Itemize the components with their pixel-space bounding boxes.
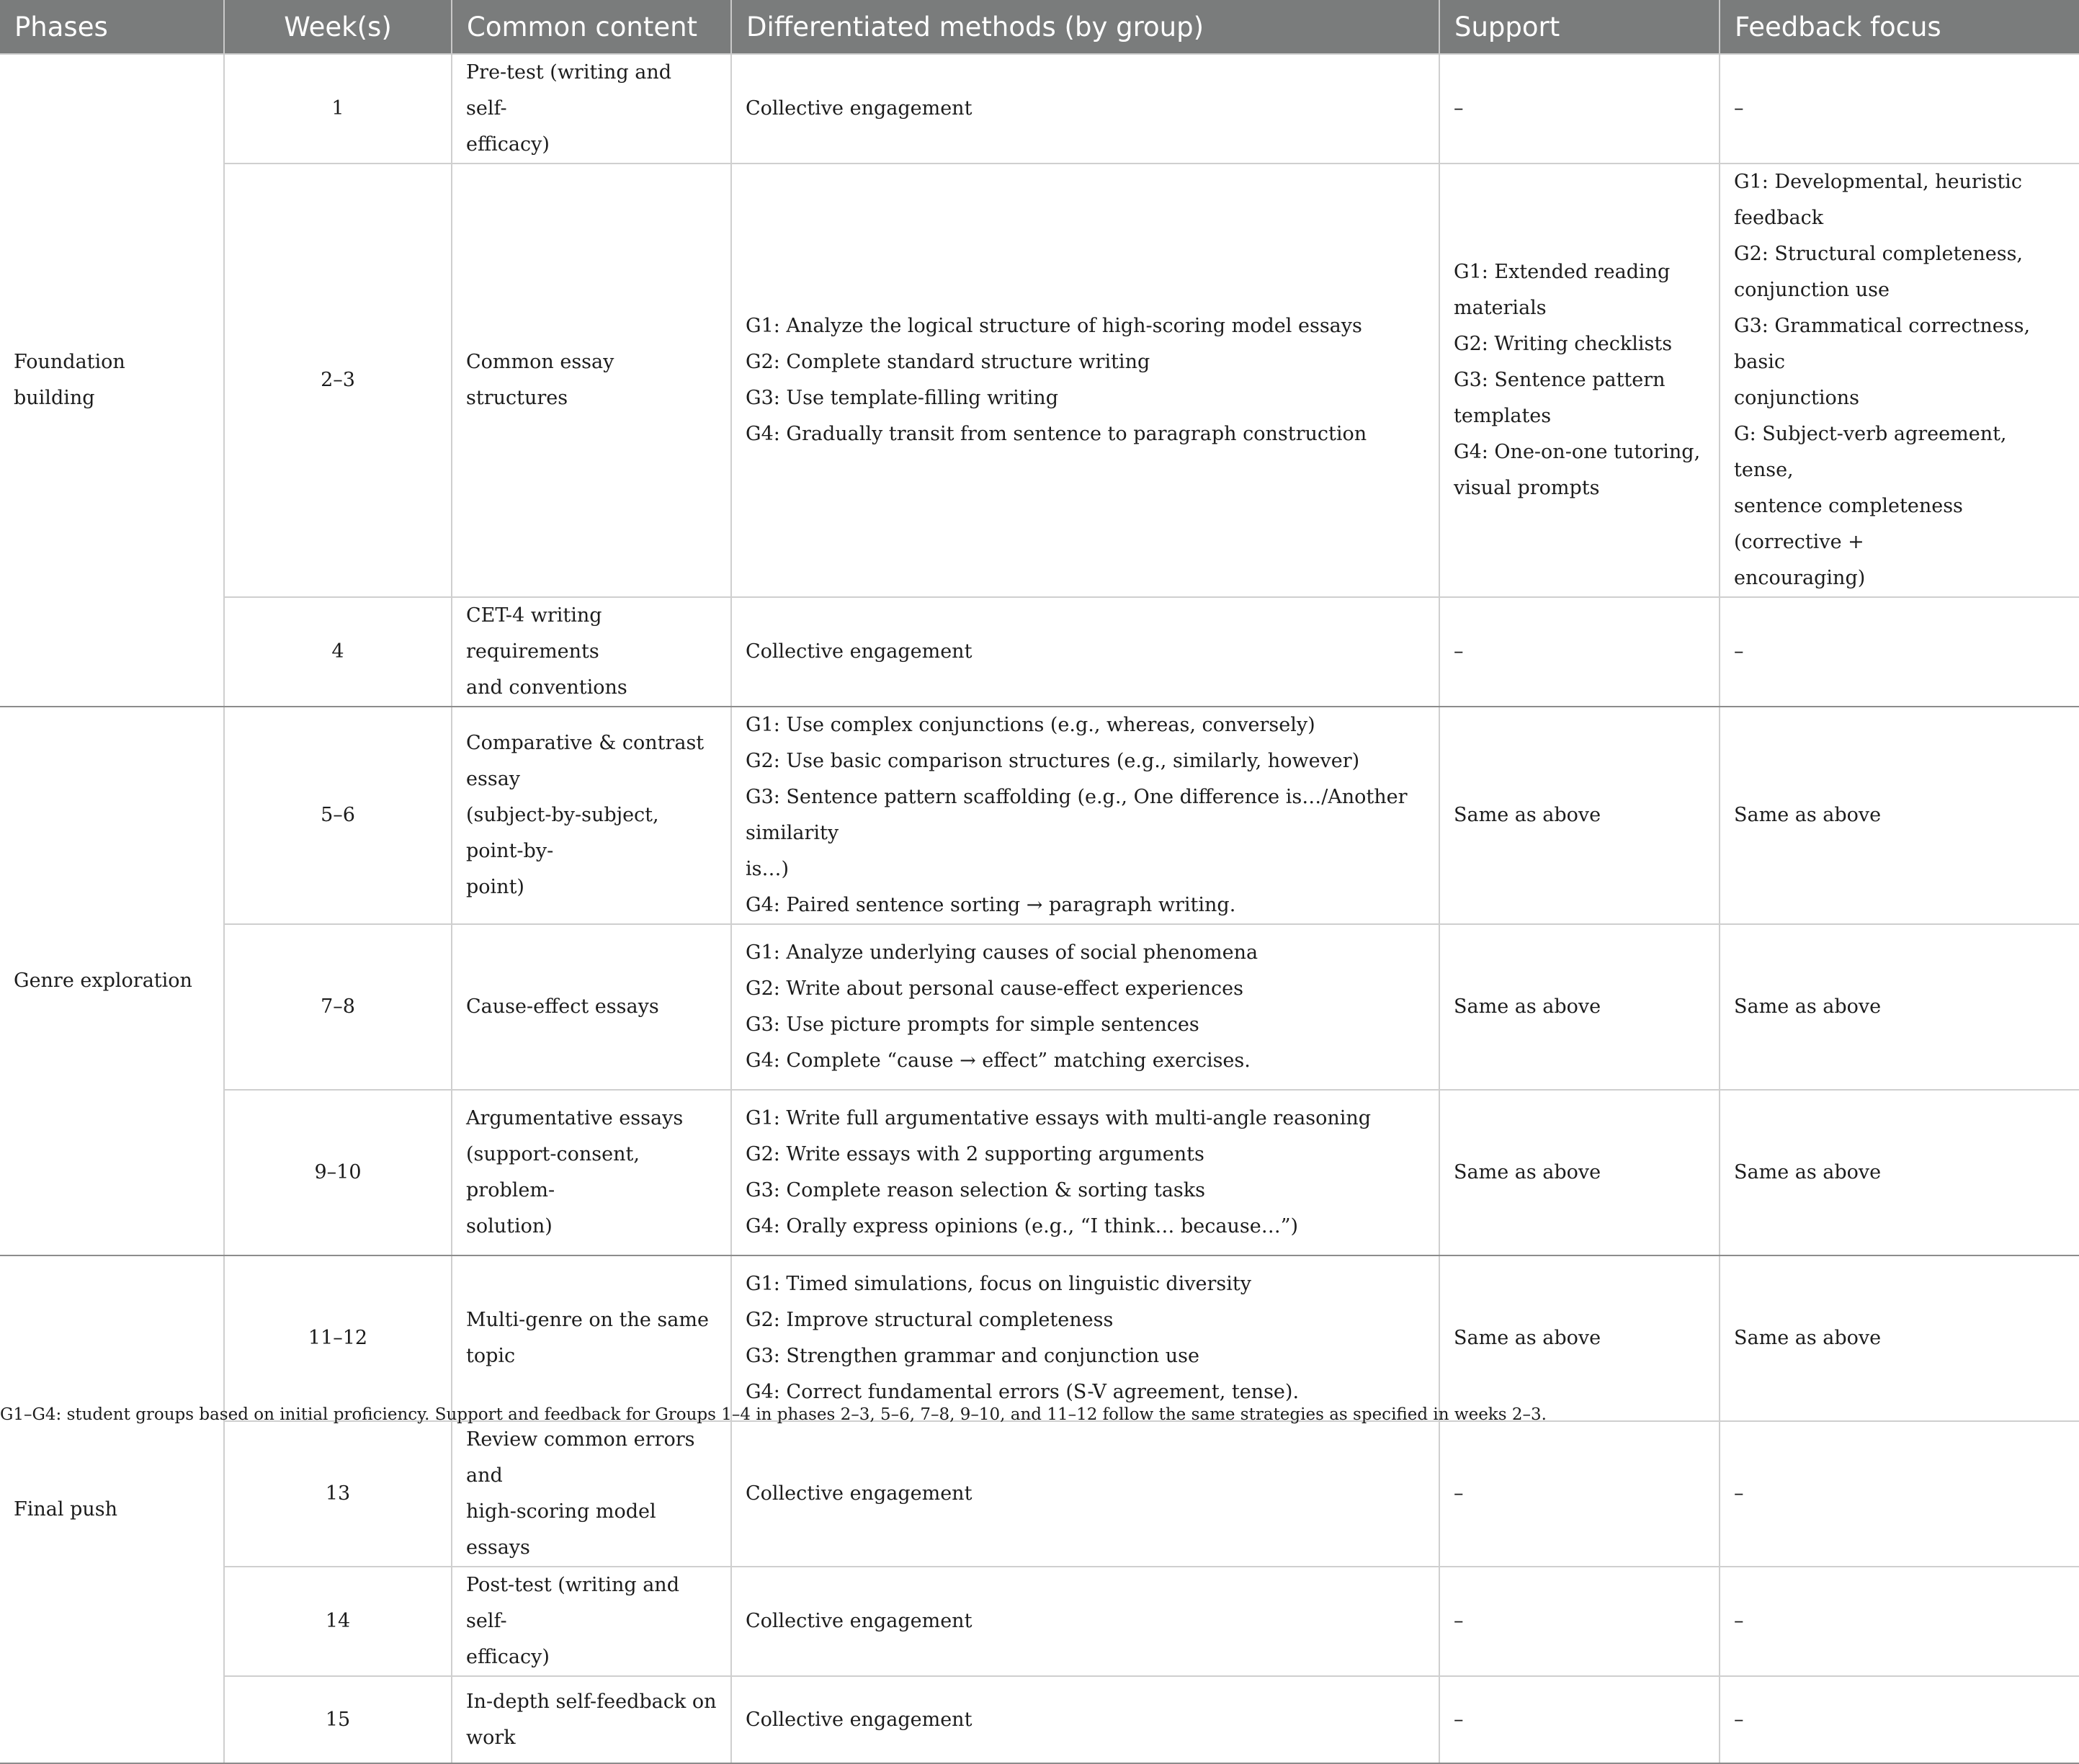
common-content-line: (support-consent, problem- <box>466 1143 640 1201</box>
feedback-cell <box>1720 164 2079 597</box>
support-line: – <box>1454 1708 1464 1731</box>
support-line: G2: Writing checklists <box>1454 333 1673 355</box>
methods-line: G2: Use basic comparison structures (e.g., similarly, however) <box>746 750 1360 772</box>
header-differentiated-methods: Differentiated methods (by group) <box>731 0 1439 54</box>
feedback-line: – <box>1734 1708 1744 1731</box>
support-line: Same as above <box>1454 1327 1601 1349</box>
table-row <box>0 1567 2079 1676</box>
week-cell: 14 <box>224 1567 452 1676</box>
common-content-cell <box>452 597 731 707</box>
feedback-line: encouraging) <box>1734 567 1866 589</box>
feedback-cell <box>1720 1421 2079 1567</box>
week-cell: 7–8 <box>224 924 452 1090</box>
methods-line: Collective engagement <box>746 1610 973 1632</box>
common-content-cell <box>452 1676 731 1763</box>
table-row <box>0 164 2079 597</box>
methods-line: G1: Write full argumentative essays with multi-angle reasoning <box>746 1107 1372 1129</box>
feedback-cell <box>1720 54 2079 164</box>
common-content-line: efficacy) <box>466 133 550 156</box>
methods-line: G4: Paired sentence sorting → paragraph writing. <box>746 894 1236 916</box>
table-footnote: G1–G4: student groups based on initial proficiency. Support and feedback for Groups 1–4 in phases 2–3, 5–6, 7–8, 9–10, and 11–12 follow the same strategies as specified in weeks 2–3. <box>0 1405 1547 1424</box>
common-content-line: (subject-by-subject, point-by- <box>466 804 659 862</box>
common-content-cell <box>452 1567 731 1676</box>
methods-line: G2: Improve structural completeness <box>746 1309 1114 1331</box>
common-content-line: Comparative & contrast essay <box>466 732 705 790</box>
support-line: G1: Extended reading <box>1454 261 1671 283</box>
common-content-line: Cause-effect essays <box>466 995 659 1018</box>
feedback-line: conjunction use <box>1734 279 1890 301</box>
methods-line: Collective engagement <box>746 640 973 663</box>
common-content-line: topic <box>466 1345 516 1367</box>
feedback-line: G3: Grammatical correctness, basic <box>1734 315 2031 373</box>
methods-line: G4: Orally express opinions (e.g., “I think… because…”) <box>746 1215 1299 1237</box>
common-content-line: solution) <box>466 1215 553 1237</box>
table-row <box>0 1090 2079 1255</box>
feedback-line: Same as above <box>1734 1327 1882 1349</box>
support-line: – <box>1454 640 1464 663</box>
methods-line: G4: Complete “cause → effect” matching exercises. <box>746 1049 1251 1072</box>
methods-line: G3: Complete reason selection & sorting tasks <box>746 1179 1205 1201</box>
table-row <box>0 707 2079 924</box>
common-content-line: Pre-test (writing and self- <box>466 61 671 120</box>
common-content-line: high-scoring model essays <box>466 1500 656 1559</box>
common-content-cell <box>452 1255 731 1421</box>
header-phases: Phases <box>0 0 224 54</box>
table-row <box>0 54 2079 164</box>
feedback-line: – <box>1734 1610 1744 1632</box>
methods-line: G2: Write about personal cause-effect experiences <box>746 977 1243 1000</box>
table-row <box>0 597 2079 707</box>
methods-line: G4: Correct fundamental errors (S-V agreement, tense). <box>746 1381 1300 1403</box>
feedback-line: – <box>1734 1482 1744 1505</box>
feedback-cell <box>1720 924 2079 1090</box>
support-line: – <box>1454 1482 1464 1505</box>
table-row <box>0 1421 2079 1567</box>
common-content-line: CET-4 writing requirements <box>466 604 602 663</box>
feedback-line: – <box>1734 97 1744 120</box>
common-content-line: and conventions <box>466 676 627 699</box>
feedback-cell <box>1720 1567 2079 1676</box>
week-cell: 2–3 <box>224 164 452 597</box>
week-cell: 11–12 <box>224 1255 452 1421</box>
support-line: materials <box>1454 297 1547 319</box>
support-cell <box>1439 1255 1720 1421</box>
week-cell: 15 <box>224 1676 452 1763</box>
table-row <box>0 1676 2079 1763</box>
methods-cell <box>731 164 1439 597</box>
feedback-cell <box>1720 1676 2079 1763</box>
phase-cell: Foundation building <box>0 54 224 707</box>
feedback-cell <box>1720 1255 2079 1421</box>
methods-cell <box>731 54 1439 164</box>
support-line: – <box>1454 1610 1464 1632</box>
methods-line: G2: Complete standard structure writing <box>746 351 1150 373</box>
methods-cell <box>731 1567 1439 1676</box>
feedback-cell <box>1720 707 2079 924</box>
methods-line: is…) <box>746 858 790 880</box>
methods-cell <box>731 707 1439 924</box>
support-cell <box>1439 1090 1720 1255</box>
week-cell: 1 <box>224 54 452 164</box>
support-cell <box>1439 924 1720 1090</box>
common-content-line: Argumentative essays <box>466 1107 684 1129</box>
methods-line: G3: Strengthen grammar and conjunction use <box>746 1345 1199 1367</box>
methods-line: Collective engagement <box>746 1482 973 1505</box>
support-cell <box>1439 1421 1720 1567</box>
table-row <box>0 1255 2079 1421</box>
feedback-cell <box>1720 597 2079 707</box>
methods-line: G1: Analyze the logical structure of high-scoring model essays <box>746 315 1362 337</box>
methods-line: Collective engagement <box>746 97 973 120</box>
feedback-line: conjunctions <box>1734 387 1860 409</box>
common-content-line: point) <box>466 876 524 898</box>
support-cell <box>1439 597 1720 707</box>
support-line: visual prompts <box>1454 477 1600 499</box>
support-line: Same as above <box>1454 995 1601 1018</box>
methods-line: Collective engagement <box>746 1708 973 1731</box>
header-support: Support <box>1439 0 1720 54</box>
methods-line: G2: Write essays with 2 supporting arguments <box>746 1143 1204 1165</box>
support-cell <box>1439 1567 1720 1676</box>
feedback-line: G: Subject-verb agreement, tense, <box>1734 423 2007 481</box>
week-cell: 13 <box>224 1421 452 1567</box>
feedback-line: – <box>1734 640 1744 663</box>
common-content-cell <box>452 54 731 164</box>
feedback-line: G2: Structural completeness, <box>1734 243 2024 265</box>
methods-line: G1: Use complex conjunctions (e.g., whereas, conversely) <box>746 714 1315 736</box>
table-header-row <box>0 0 2079 54</box>
header-feedback-focus: Feedback focus <box>1720 0 2079 54</box>
support-line: Same as above <box>1454 1161 1601 1183</box>
table-body <box>0 54 2079 1763</box>
support-cell <box>1439 54 1720 164</box>
methods-cell <box>731 1421 1439 1567</box>
common-content-line: Common essay structures <box>466 351 614 409</box>
methods-cell <box>731 924 1439 1090</box>
phase-cell: Genre exploration <box>0 707 224 1255</box>
methods-cell <box>731 1090 1439 1255</box>
feedback-cell <box>1720 1090 2079 1255</box>
support-cell <box>1439 707 1720 924</box>
common-content-cell <box>452 164 731 597</box>
common-content-line: Review common errors and <box>466 1428 695 1487</box>
common-content-cell <box>452 1421 731 1567</box>
support-line: G4: One-on-one tutoring, <box>1454 441 1701 463</box>
support-line: templates <box>1454 405 1552 427</box>
support-line: Same as above <box>1454 804 1601 826</box>
common-content-cell <box>452 1090 731 1255</box>
phase-cell: Final push <box>0 1255 224 1763</box>
common-content-line: Post-test (writing and self- <box>466 1574 679 1632</box>
feedback-line: G1: Developmental, heuristic feedback <box>1734 171 2022 229</box>
methods-line: G3: Use picture prompts for simple sentences <box>746 1013 1199 1036</box>
week-cell: 9–10 <box>224 1090 452 1255</box>
common-content-line: efficacy) <box>466 1646 550 1668</box>
support-line: G3: Sentence pattern <box>1454 369 1666 391</box>
common-content-line: In-depth self-feedback on <box>466 1690 717 1713</box>
support-line: – <box>1454 97 1464 120</box>
methods-cell <box>731 1255 1439 1421</box>
common-content-line: work <box>466 1726 516 1749</box>
methods-line: G4: Gradually transit from sentence to paragraph construction <box>746 423 1367 445</box>
feedback-line: Same as above <box>1734 804 1882 826</box>
methods-line: G1: Timed simulations, focus on linguistic diversity <box>746 1273 1251 1295</box>
methods-line: G1: Analyze underlying causes of social phenomena <box>746 941 1258 964</box>
header-common-content: Common content <box>452 0 731 54</box>
week-cell: 5–6 <box>224 707 452 924</box>
common-content-line: Multi-genre on the same <box>466 1309 709 1331</box>
methods-cell <box>731 1676 1439 1763</box>
week-cell: 4 <box>224 597 452 707</box>
feedback-line: sentence completeness (corrective + <box>1734 495 1963 553</box>
common-content-cell <box>452 707 731 924</box>
header-weeks: Week(s) <box>224 0 452 54</box>
methods-cell <box>731 597 1439 707</box>
common-content-cell <box>452 924 731 1090</box>
feedback-line: Same as above <box>1734 995 1882 1018</box>
support-cell <box>1439 1676 1720 1763</box>
methods-line: G3: Use template-filling writing <box>746 387 1058 409</box>
support-cell <box>1439 164 1720 597</box>
methods-line: G3: Sentence pattern scaffolding (e.g., One difference is…/Another similarity <box>746 786 1408 844</box>
feedback-line: Same as above <box>1734 1161 1882 1183</box>
table-row <box>0 924 2079 1090</box>
